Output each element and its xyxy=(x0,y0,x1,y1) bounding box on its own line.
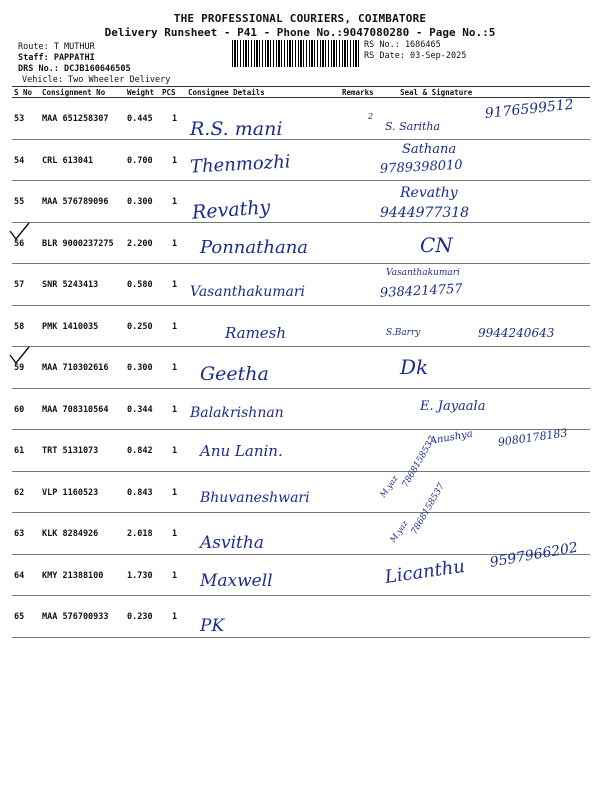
row-sno: 60 xyxy=(14,404,25,415)
row-sno: 63 xyxy=(14,529,25,539)
row-weight: 0.842 xyxy=(127,446,153,456)
rs-number: RS No.: 1686465 xyxy=(364,40,441,50)
row-weight: 0.300 xyxy=(127,197,153,207)
row-weight: 0.700 xyxy=(127,155,153,166)
row-sno: 56 xyxy=(14,238,25,249)
col-remarks: Remarks xyxy=(342,88,374,97)
row-sno: 59 xyxy=(14,363,25,373)
row-consignment: MAA 576789096 xyxy=(42,197,109,207)
row-consignment: MAA 576700933 xyxy=(42,612,109,622)
seal-signature: E. Jayaala xyxy=(420,398,486,414)
table-row xyxy=(12,347,590,389)
seal-signature: Dk xyxy=(400,355,429,379)
row-weight: 0.250 xyxy=(127,321,153,332)
remark-mark: 2 xyxy=(368,112,374,121)
consignee-name: Vasanthakumari xyxy=(190,284,306,300)
row-pcs: 1 xyxy=(172,114,178,124)
table-row xyxy=(12,223,590,265)
row-weight: 2.018 xyxy=(127,529,153,539)
consignee-name: Revathy xyxy=(191,196,271,224)
row-sno: 58 xyxy=(14,321,25,332)
row-sno: 62 xyxy=(14,487,25,498)
row-weight: 0.445 xyxy=(127,114,153,124)
row-sno: 61 xyxy=(14,446,25,456)
row-consignment: MAA 708310564 xyxy=(42,404,109,415)
row-sno: 64 xyxy=(14,570,25,581)
consignee-name: Ponnathana xyxy=(200,236,309,258)
consignee-name: R.S. mani xyxy=(190,118,283,140)
col-consignee: Consignee Details xyxy=(188,88,265,97)
phone-number: 9444977318 xyxy=(380,205,470,221)
consignee-name: Maxwell xyxy=(200,570,273,591)
col-seal: Seal & Signature xyxy=(400,88,473,97)
phone-number: 9080178183 xyxy=(497,426,569,449)
route-info xyxy=(18,42,170,86)
row-consignment: SNR 5243413 xyxy=(42,280,99,290)
row-weight: 0.843 xyxy=(127,487,153,498)
row-consignment: MAA 710302616 xyxy=(42,363,109,373)
row-consignment: MAA 651258307 xyxy=(42,114,109,124)
row-pcs: 1 xyxy=(172,487,178,498)
check-mark-icon xyxy=(8,345,30,367)
rs-info xyxy=(364,40,466,62)
seal-signature: Vasanthakumari xyxy=(386,268,460,278)
row-weight: 0.300 xyxy=(127,363,153,373)
consignee-name: Geetha xyxy=(200,363,269,385)
seal-signature: S.Barry xyxy=(386,327,421,338)
row-pcs: 1 xyxy=(172,612,178,622)
row-pcs: 1 xyxy=(172,446,178,456)
phone-number: 9176599512 xyxy=(484,96,575,122)
row-weight: 0.230 xyxy=(127,612,153,622)
row-pcs: 1 xyxy=(172,570,178,581)
row-weight: 1.730 xyxy=(127,570,153,581)
row-consignment: KLK 8284926 xyxy=(42,529,99,539)
seal-signature: M.yaz xyxy=(378,473,400,499)
seal-signature: Sathana xyxy=(402,141,457,157)
row-weight: 0.580 xyxy=(127,280,153,290)
row-sno: 54 xyxy=(14,155,25,166)
consignee-name: Bhuvaneshwari xyxy=(200,489,310,506)
col-pcs: PCS xyxy=(162,88,176,97)
row-pcs: 1 xyxy=(172,529,178,539)
row-consignment: KMY 21388100 xyxy=(42,570,104,581)
table-row xyxy=(12,264,590,306)
seal-signature: Revathy xyxy=(400,185,458,201)
consignee-name: Ramesh xyxy=(225,323,287,342)
table-header xyxy=(12,87,590,98)
vehicle-label: Vehicle: Two Wheeler Delivery xyxy=(22,75,171,85)
row-pcs: 1 xyxy=(172,280,178,290)
barcode-image xyxy=(232,40,360,67)
row-weight: 0.344 xyxy=(127,404,153,415)
route-label: Route: T MUTHUR xyxy=(18,42,95,52)
seal-signature: Anushya xyxy=(429,428,474,447)
row-pcs: 1 xyxy=(172,238,178,249)
row-pcs: 1 xyxy=(172,363,178,373)
row-sno: 57 xyxy=(14,280,25,290)
table-row xyxy=(12,98,590,140)
phone-number: 9384214757 xyxy=(379,281,463,301)
col-consignment: Consignment No xyxy=(42,88,106,97)
col-weight: Weight xyxy=(127,88,155,97)
check-mark-icon xyxy=(8,221,30,243)
company-title: THE PROFESSIONAL COURIERS, COIMBATORE xyxy=(173,12,427,25)
phone-number: 7868158537 xyxy=(409,481,447,537)
consignee-name: Asvitha xyxy=(200,533,264,553)
row-sno: 53 xyxy=(14,114,25,124)
col-sno: S No xyxy=(14,88,33,97)
table-row xyxy=(12,181,590,223)
row-consignment: TRT 5131073 xyxy=(42,446,99,456)
seal-signature: M.yaz xyxy=(388,519,410,545)
row-consignment: BLR 9000237275 xyxy=(42,238,114,249)
table-row xyxy=(12,140,590,182)
table-body xyxy=(12,98,590,638)
row-sno: 65 xyxy=(14,612,25,622)
consignee-name: Anu Lanin. xyxy=(200,442,283,460)
row-pcs: 1 xyxy=(172,155,178,166)
drs-label: DRS No.: DCJB160646505 xyxy=(18,64,131,74)
staff-label: Staff: PAPPATHI xyxy=(18,53,95,63)
row-pcs: 1 xyxy=(172,321,178,332)
rs-date: RS Date: 03-Sep-2025 xyxy=(364,51,467,61)
phone-number: 9597966202 xyxy=(488,539,580,571)
table-row xyxy=(12,306,590,348)
runsheet-table xyxy=(12,86,590,638)
seal-signature: CN xyxy=(420,232,453,257)
phone-number: 7868158537 xyxy=(400,434,438,489)
row-consignment: CRL 613041 xyxy=(42,155,94,166)
row-consignment: PMK 1410035 xyxy=(42,321,99,332)
consignee-name: Balakrishnan xyxy=(190,404,284,421)
row-sno: 55 xyxy=(14,197,25,207)
row-pcs: 1 xyxy=(172,404,178,415)
table-row xyxy=(12,389,590,431)
consignee-name: Thenmozhi xyxy=(189,150,292,178)
table-row xyxy=(12,596,590,638)
runsheet-subtitle: Delivery Runsheet - P41 - Phone No.:9047080280 - Page No.:5 xyxy=(104,26,496,39)
consignee-name: PK xyxy=(200,616,225,636)
row-pcs: 1 xyxy=(172,197,178,207)
phone-number: 9789398010 xyxy=(379,157,463,177)
seal-signature: S. Saritha xyxy=(385,120,441,133)
seal-signature: Licanthu xyxy=(383,555,467,588)
row-weight: 2.200 xyxy=(127,238,153,249)
phone-number: 9944240643 xyxy=(478,325,555,340)
row-consignment: VLP 1160523 xyxy=(42,487,99,498)
table-row xyxy=(12,426,590,472)
